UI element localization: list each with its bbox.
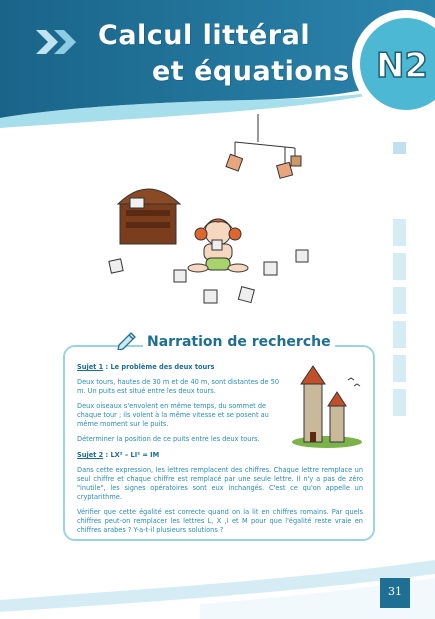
- subject1-paragraph: Deux oiseaux s'envolent en même temps, du sommet de chaque tour ; ils volent à la même vitesse et se posent au même moment sur le puits.: [77, 402, 269, 428]
- subject1-paragraph: Déterminer la position de ce puits entre les deux tours.: [77, 435, 260, 443]
- side-decoration: [393, 142, 406, 423]
- subject2-heading: [77, 451, 363, 460]
- subject2-block: [77, 451, 363, 541]
- subject2-paragraph: Vérifier que cette égalité est correcte quand on la lit en chiffres romains. Par quels chiffres peut-on remplacer les lettres L, X ,I et M pour que l'égalité reste vraie en chiffres arabes ? Y-a-t-il plusieurs solutions ?: [77, 508, 363, 534]
- subject1-heading: [77, 363, 289, 372]
- subject1-label: Sujet 1: [77, 363, 104, 371]
- title-line-2: et équations: [152, 56, 350, 87]
- section-title: Narration de recherche: [143, 334, 335, 350]
- level-badge: N2: [375, 46, 429, 86]
- subject2-label: Sujet 2: [77, 451, 104, 459]
- two-towers-illustration: [290, 362, 364, 448]
- footer-swoosh: [0, 560, 435, 619]
- subject2-paragraph: Dans cette expression, les lettres remplacent des chiffres. Chaque lettre remplace un seul chiffre et chaque chiffre est remplacé par une seule lettre. Il n'y a pas de zéro "inutile", les signes opératoires sont eux inchangés. C'est ce qu'on appelle un cryptarithme.: [77, 466, 363, 501]
- title-line-1: Calcul littéral: [98, 20, 311, 51]
- subject1-block: [77, 363, 289, 450]
- subject2-title: : LX² – LI² = IM: [103, 451, 160, 459]
- child-with-blocks-illustration: [100, 112, 340, 312]
- subject1-paragraph: Deux tours, hautes de 30 m et de 40 m, sont distantes de 50 m. Un puits est situé entre les deux tours.: [77, 378, 280, 395]
- double-chevron-icon: [36, 30, 80, 54]
- pencil-icon: [116, 328, 138, 350]
- page-number: 31: [388, 585, 402, 598]
- subject1-title: : Le problème des deux tours: [103, 363, 215, 371]
